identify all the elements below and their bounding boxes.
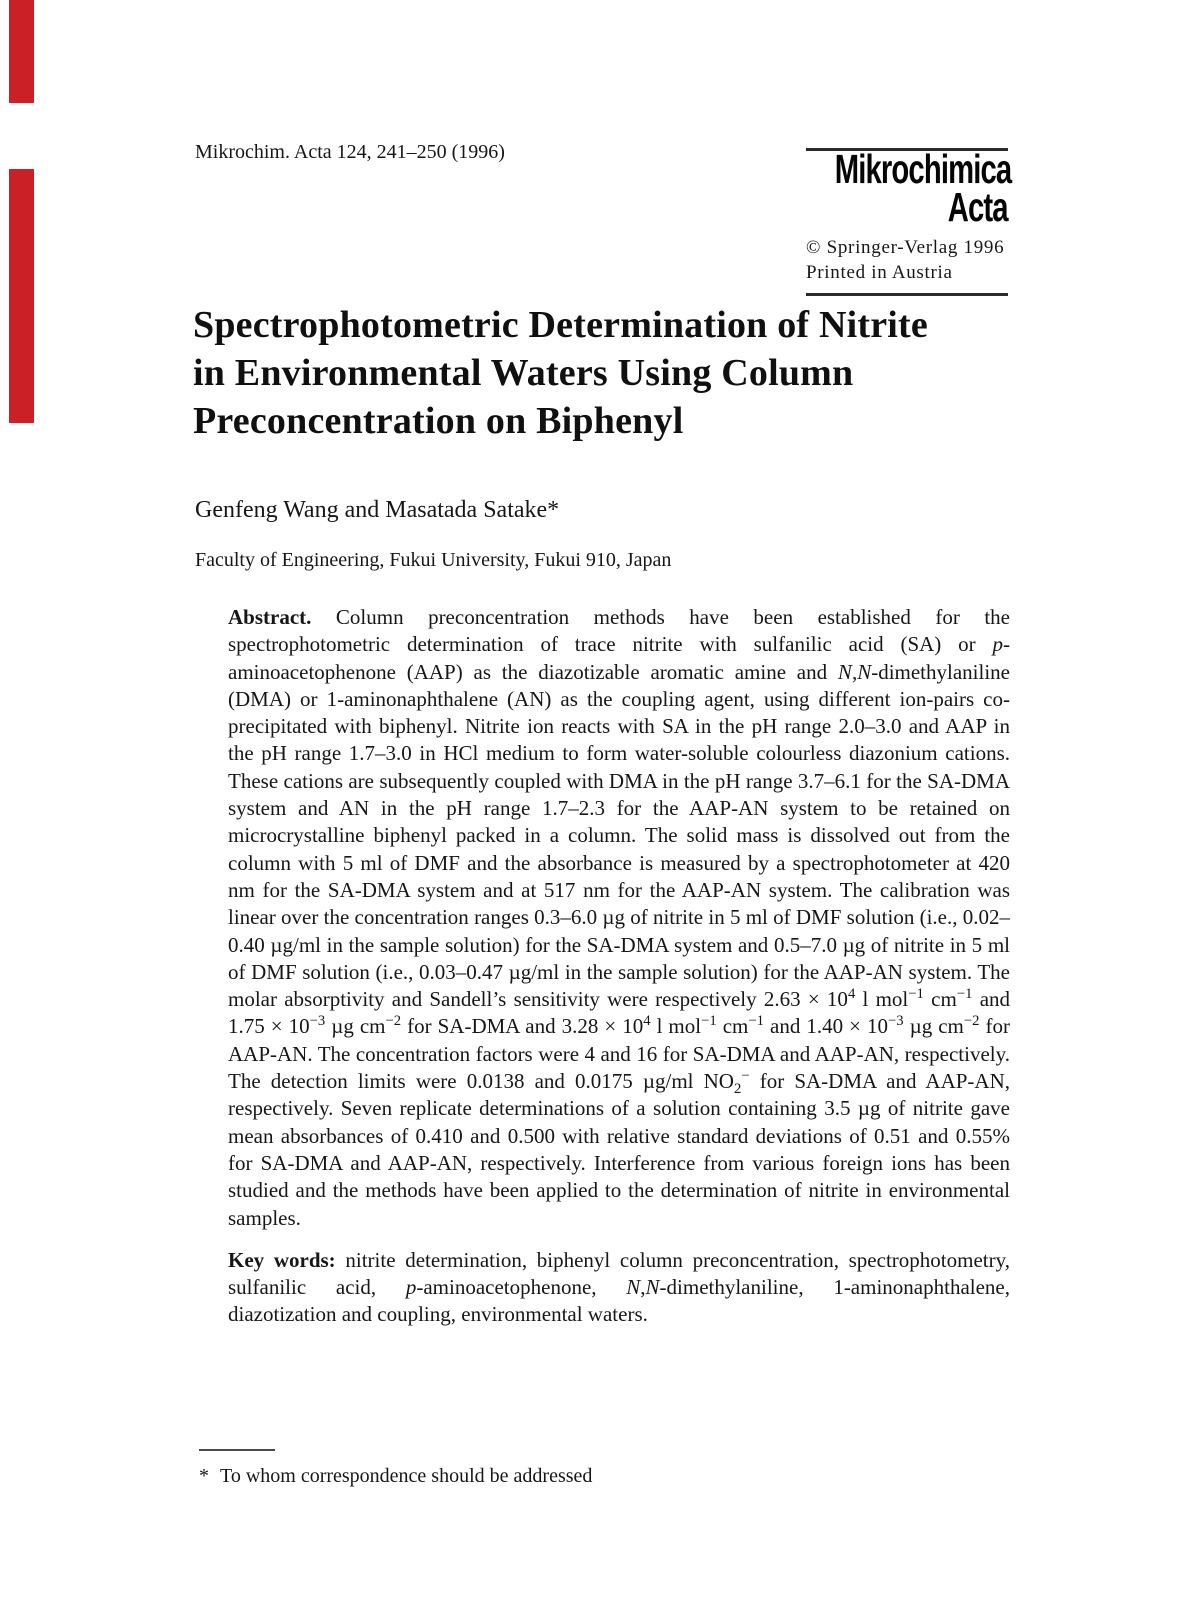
journal-logo-block xyxy=(806,147,1012,296)
logo-word-acta: Acta xyxy=(948,185,1008,231)
footnote-text: To whom correspondence should be addressed xyxy=(220,1465,593,1487)
keywords-paragraph: Key words: nitrite determination, biphenyl column preconcentration, spectrophotometry, sulfanilic acid, p-aminoacetophenone, N,N-dimethylaniline, 1-aminonaphthalene, diazotization and coupling, environmental waters. xyxy=(228,1247,1010,1327)
printed-in-line: Printed in Austria xyxy=(806,262,953,283)
journal-reference: Mikrochim. Acta 124, 241–250 (1996) xyxy=(195,141,505,163)
correspondence-footnote xyxy=(199,1465,592,1488)
red-edge-mark xyxy=(9,169,34,423)
footnote-marker: * xyxy=(199,1465,209,1487)
copyright-line: © Springer-Verlag 1996 xyxy=(806,237,1005,258)
paper-title: Spectrophotometric Determination of Nitrite in Environmental Waters Using Column Preconcentration on Biphenyl xyxy=(193,304,928,442)
affiliation-line: Faculty of Engineering, Fukui University, Fukui 910, Japan xyxy=(195,549,672,571)
abstract-paragraph: Abstract. Column preconcentration methods have been established for the spectrophotometric determination of trace nitrite with sulfanilic acid (SA) or p-aminoacetophenone (AAP) as the diazotizable aromatic amine and N,N-dimethylaniline (DMA) or 1-aminonaphthalene (AN) as the coupling agent, using different ion-pairs co-precipitated with biphenyl. Nitrite ion reacts with SA in the pH range 2.0–3.0 and AAP in the pH range 1.7–3.0 in HCl medium to form water-soluble colourless diazonium cations. These cations are subsequently coupled with DMA in the pH range 3.7–6.1 for the SA-DMA system and AN in the pH range 1.7–2.3 for the AAP-AN system to be retained on microcrystalline biphenyl packed in a column. The solid mass is dissolved out from the column with 5 ml of DMF and the absorbance is measured by a spectrophotometer at 420 nm for the SA-DMA system and at 517 nm for the AAP-AN system. The calibration was linear over the concentration ranges 0.3–6.0 µg of nitrite in 5 ml of DMF solution (i.e., 0.02–0.40 µg/ml in the sample solution) for the SA-DMA system and 0.5–7.0 µg of nitrite in 5 ml of DMF solution (i.e., 0.03–0.47 µg/ml in the sample solution) for the AAP-AN system. The molar absorptivity and Sandell’s sensitivity were respectively $2.63 \times 10^4$ l mol$^{-1}$ $cm^{-1}$ and $1.75 \times 10^{-3}$ µg $cm^{-2}$ for SA-DMA and $3.28 \times 10^4$ l mol$^{-1}$ $cm^{-1}$ and $1.40 \times 10^{-3}$ µg $cm^{-2}$ for AAP-AN. The concentration factors were 4 and 16 for SA-DMA and AAP-AN, respectively. The detection limits were 0.0138 and 0.0175 µg/ml $NO_2^-$ for SA-DMA and AAP-AN, respectively. Seven replicate determinations of a solution containing 3.5 µg of nitrite gave mean absorbances of 0.410 and 0.500 with relative standard deviations of 0.51 and 0.55% for SA-DMA and AAP-AN, respectively. Interference from various foreign ions has been studied and the methods have been applied to the determination of nitrite in environmental samples. xyxy=(228,605,1011,1230)
logo-rule-bottom xyxy=(806,293,1008,296)
authors-line: Genfeng Wang and Masatada Satake* xyxy=(195,497,560,523)
journal-logo xyxy=(806,147,1012,231)
footnote-rule xyxy=(199,1449,275,1451)
logo-word-mikrochimica: Mikrochimica xyxy=(834,147,1012,193)
abstract-block xyxy=(228,604,1010,1329)
red-edge-mark xyxy=(9,0,34,103)
